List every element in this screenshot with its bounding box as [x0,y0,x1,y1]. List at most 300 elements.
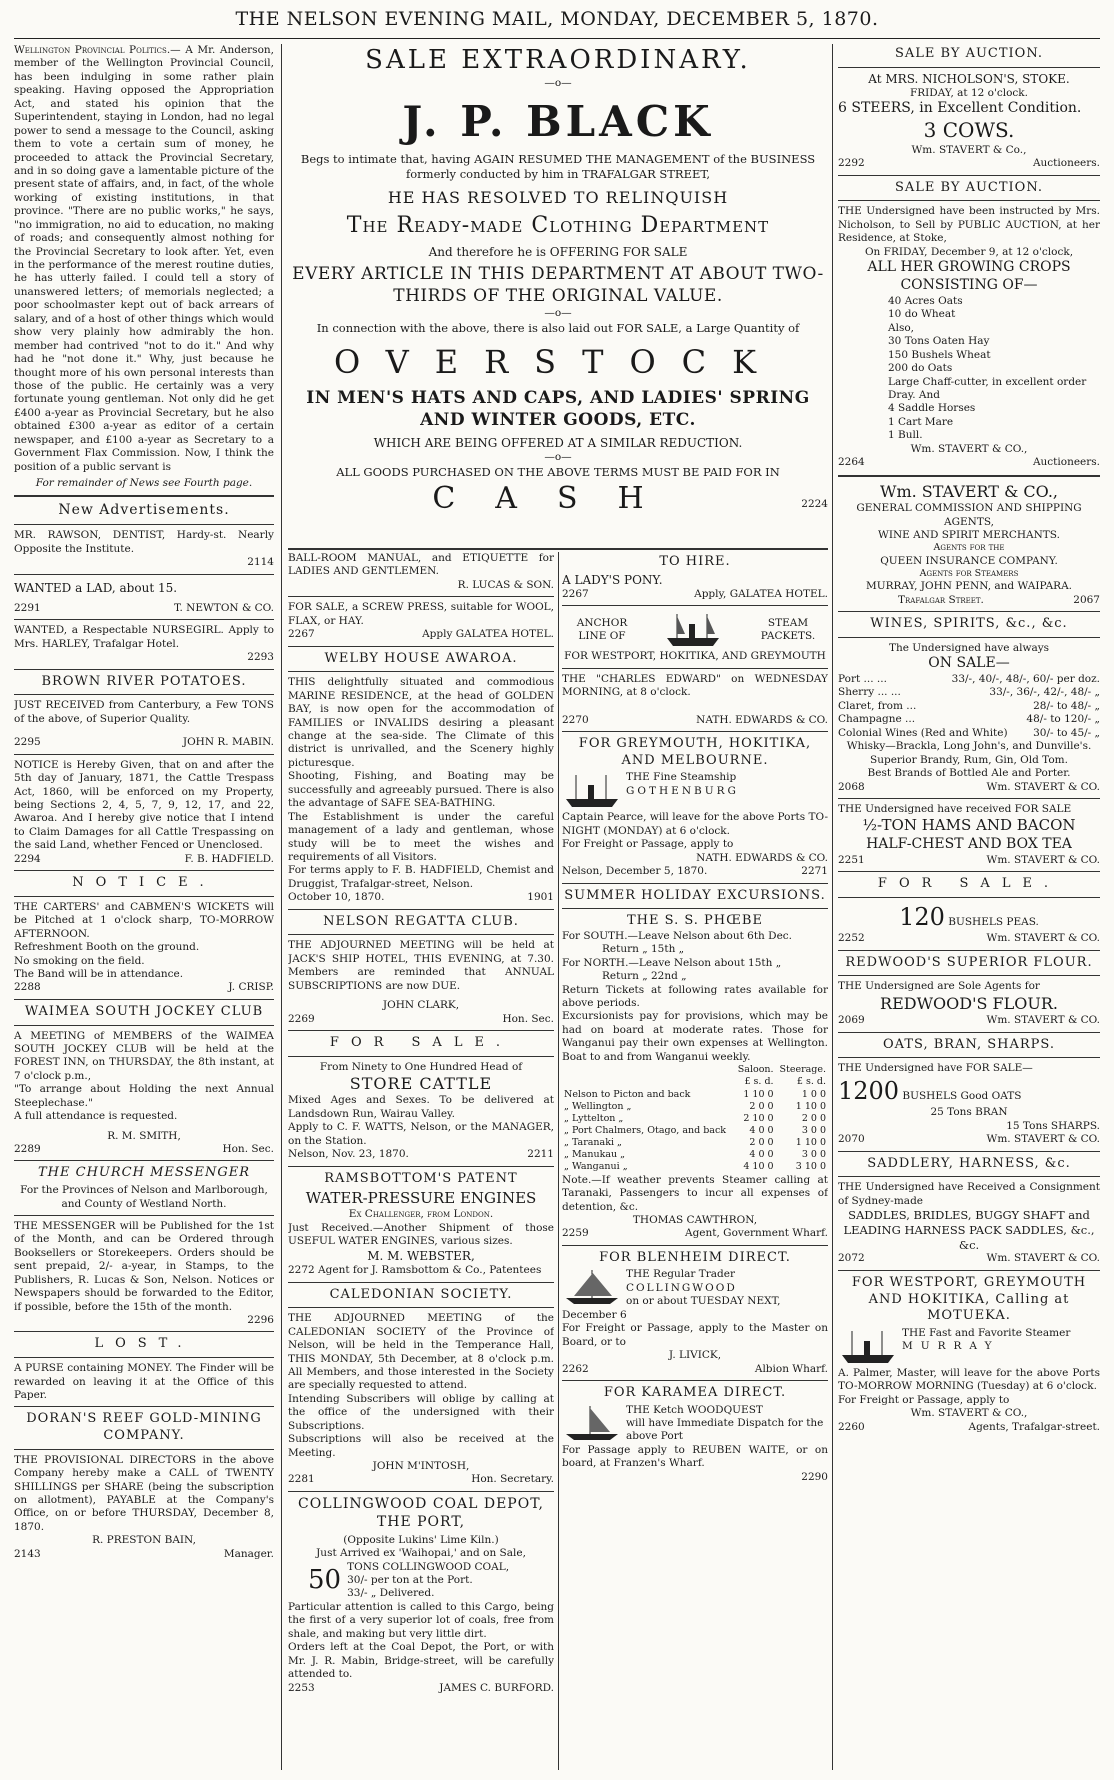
forsale-line: Apply to C. F. WATTS, Nelson, or the MANAGER, on the Station. [288,1121,554,1147]
rule [838,1270,1100,1271]
rule [288,548,828,550]
coal-quantity: 50 [308,1565,342,1596]
fare-cell: 3 0 0 [801,1125,826,1137]
wickets-body: THE CARTERS' and CABMEN'S WICKETS will be Pitched at 1 o'clock sharp, TO-MORROW AFTERNOON. [14,900,274,940]
stavert-address: Trafalgar Street. [898,593,984,606]
ad-number: 2289 [14,1143,41,1156]
signatory: JOHN CLARK, [382,999,460,1012]
rule [14,694,274,695]
column-2a [288,552,554,1772]
fare-cell: 4 10 0 [743,1161,774,1173]
ad-footer [562,714,828,727]
advertiser: J. CRISP. [228,981,274,994]
masthead: THE NELSON EVENING MAIL, MONDAY, DECEMBER 5, 1870. [235,8,879,30]
ad-footer [288,1682,554,1695]
hams-line: HALF-CHEST AND BOX TEA [866,835,1072,852]
rule [14,896,274,897]
sale-line: WHICH ARE BEING OFFERED AT A SIMILAR REDUCTION. [373,435,743,450]
caledonian-heading: CALEDONIAN SOCIETY. [329,1286,513,1302]
ad-number: 2270 [562,713,589,726]
advertiser: NATH. EDWARDS & CO. [696,713,828,726]
anchor-dest: FOR WESTPORT, HOKITIKA, AND GREYMOUTH [564,650,826,663]
signatory-role: Auctioneers. [1032,456,1100,469]
ad-number: 2252 [838,932,865,945]
auction-when: On FRIDAY, December 9, at 12 o'clock, [864,245,1074,258]
signatory: JOHN M'INTOSH, [372,1460,470,1473]
signatory: R. M. SMITH, [107,1129,181,1142]
coal-line: 30/- per ton at the Port. [347,1574,473,1587]
rule [838,67,1100,68]
karamea-heading: FOR KARAMEA DIRECT. [603,1384,787,1400]
greymouth-line: THE Fine Steamship [626,771,737,784]
wine-cell: 48/- to 120/- „ [1026,713,1100,726]
ad-footer [288,1013,554,1026]
rule [14,1331,274,1332]
rule [288,671,554,672]
fare-cell: 1 10 0 [795,1137,826,1149]
sale-line: And therefore he is OFFERING FOR SALE [428,244,688,259]
ad-number: 2068 [838,780,865,793]
rams-sub: WATER-PRESSURE ENGINES [305,1189,537,1208]
signatory-role: Manager. [223,1547,274,1560]
coal-line: 33/- „ Delivered. [347,1587,435,1600]
auction-item: 200 do Oats [888,362,953,375]
rule [562,731,828,732]
welby-body: For terms apply to F. B. HADFIELD, Chemist and Druggist, Trafalgar-street, Nelson. [288,864,554,890]
auction-item: 1 Bull. [888,429,923,442]
cash-line [288,480,828,518]
summer-line: Return „ 22nd „ [602,970,687,983]
ad-footer [14,853,274,866]
anchor-label: STEAM PACKETS. [760,616,816,643]
ad-footer [14,981,274,994]
sale-line: In connection with the above, there is also laid out FOR SALE, a Large Quantity of [316,320,800,335]
summer-body: Return Tickets at following rates available for above periods. [562,983,828,1010]
wine-cell: 33/-, 36/-, 42/-, 48/- „ [989,686,1100,699]
fare-row [562,1161,828,1173]
ad-date: Nelson, December 5, 1870. [562,865,708,878]
ad-number: 2295 [14,736,41,749]
summer-line: For SOUTH.—Leave Nelson about 6th Dec. [562,929,793,942]
potatoes-heading: BROWN RIVER POTATOES. [41,673,247,689]
wines-line: ON SALE— [928,655,1010,672]
westport-heading: FOR WESTPORT, GREYMOUTH AND HOKITIKA, Calling at MOTUEKA. [851,1274,1087,1324]
ad-footer [288,1473,554,1486]
ad-footer [14,1548,274,1561]
wines-list [838,673,1100,740]
rule [838,1032,1100,1033]
remainder-note: For remainder of News see Fourth page. [35,477,253,489]
regatta-body: THE ADJOURNED MEETING will be held at JACK'S SHIP HOTEL, THIS EVENING, at 7.30. Members are reminded that ANNUAL SUBSCRIPTIONS are now DUE. [288,939,554,992]
ad-number: 2267 [562,587,589,600]
ad-number: 2262 [562,1362,589,1375]
auction2-heading: SALE BY AUCTION. [894,179,1044,195]
rule [838,475,1100,477]
rule [838,1176,1100,1177]
new-ads-heading: New Advertisements. [58,502,230,519]
wine-cell: Port ... ... [838,673,887,686]
advertiser: Wm. STAVERT & CO. [986,932,1100,945]
auction-crops: ALL HER GROWING CROPS CONSISTING OF— [867,259,1071,294]
column-2b [562,552,828,1772]
ad-footer [838,854,1100,867]
caledonian-body: Intending Subscribers will oblige by calling at the office of the undersigned with their Subscriptions. [288,1392,554,1432]
forsale-line: STORE CATTLE [349,1074,493,1093]
rule [14,524,274,525]
rule [288,596,554,597]
ad-footer [562,1227,828,1240]
stavert-line: GENERAL COMMISSION AND SHIPPING AGENTS, [856,502,1082,528]
ad-number: 2067 [1073,593,1100,606]
waimea-body: "To arrange about Holding the next Annual Steeplechase." [14,1083,274,1109]
auction-body: THE Undersigned have been instructed by Mrs. Nicholson, to Sell by PUBLIC AUCTION, at her Residence, at Stoke, [838,205,1100,245]
fare-cell: „ Wellington „ [564,1100,632,1112]
notice-line: No smoking on the field. [14,954,145,967]
stavert-line: MURRAY, JOHN PENN, and WAIPARA. [865,580,1073,593]
dorans-heading: DORAN'S REEF GOLD-MINING COMPANY. [26,1411,262,1444]
wine-item [838,700,1100,713]
rule [14,999,274,1000]
ad-number: 2253 [288,1681,315,1694]
ad-footer [838,157,1100,170]
rule [838,1151,1100,1152]
ad-number: 1901 [527,891,554,904]
signatory: R. PRESTON BAIN, [92,1534,196,1547]
ad-footer [288,891,554,904]
wines-heading: WINES, SPIRITS, &c., &c. [870,616,1068,632]
sale-line: EVERY ARTICLE IN THIS DEPARTMENT AT ABOUT TWO-THIRDS OF THE ORIGINAL VALUE. [292,263,824,306]
advertiser: Wm. STAVERT & CO., [910,1407,1028,1420]
caledonian-body: THE ADJOURNED MEETING of the CALEDONIAN SOCIETY of the Province of Nelson, will be held in the Temperance Hall, THIS MONDAY, 5th December, at 8 o'clock p.m. All Members, and those interested in the Society are specially requested to attend. [288,1312,554,1392]
fare-row [562,1089,828,1101]
stavert-line: Agents for Steamers [919,568,1019,580]
column-rule [281,44,282,1770]
column-rule [832,44,833,1770]
coal-prices [347,1561,509,1601]
flour-body: THE Undersigned are Sole Agents for [838,980,1040,993]
sale-extraordinary-ad [288,44,828,549]
rule [14,1449,274,1450]
fare-cell: 4 0 0 [749,1149,774,1161]
sale-line: ALL GOODS PURCHASED ON THE ABOVE TERMS MUST BE PAID FOR IN [336,464,780,479]
peas-quantity: 120 [899,902,945,931]
rule [288,646,554,647]
rule [14,495,274,497]
advertiser: Wm. STAVERT & CO. [986,1014,1100,1027]
karamea-body: will have Immediate Dispatch for the above Port [626,1417,824,1443]
signatory-role: Agent, Government Wharf. [685,1227,828,1240]
cash: CASH [432,480,684,516]
blenheim-heading: FOR BLENHEIM DIRECT. [599,1249,791,1265]
fare-row [562,1137,828,1149]
greymouth-heading: FOR GREYMOUTH, HOKITIKA, AND MELBOURNE. [578,736,812,768]
oats-heading: OATS, BRAN, SHARPS. [883,1036,1055,1052]
ad-number: 2211 [527,1148,554,1161]
coal-heading: COLLINGWOOD COAL DEPOT, THE PORT, [298,1495,544,1530]
ad-footer [838,1014,1100,1027]
anchor-label: ANCHOR LINE OF [576,616,628,643]
wine-cell: Champagne ... [838,713,916,726]
ship-name: MURRAY [902,1340,1000,1353]
ad-number: 2293 [247,651,274,664]
rule [562,1380,828,1381]
peas-heading: FOR SALE. [877,875,1061,891]
sale-title: SALE EXTRAORDINARY. [365,45,751,75]
ad-number: 2288 [14,981,41,994]
wine-cell: 30/- to 45/- „ [1033,726,1100,739]
coal-offer [308,1561,554,1601]
masthead-rule [14,38,1100,39]
ad-footer [14,602,274,615]
ad-number: 2143 [14,1547,41,1560]
auction-item: 150 Bushels Wheat [888,348,991,361]
auction-item: 30 Tons Oaten Hay [888,335,990,348]
rule [288,1166,554,1167]
auction-when: FRIDAY, at 12 o'clock. [909,86,1029,99]
stavert-line: Agents for the [933,542,1005,554]
press-ad: FOR SALE, a SCREW PRESS, suitable for WOOL, FLAX, or HAY. [288,601,554,627]
oats-body: THE Undersigned have FOR SALE— [838,1062,1033,1075]
fare-cell [562,1064,734,1076]
ad-number: 2269 [288,1012,315,1025]
fares-units [562,1076,828,1088]
saddlery-heading: SADDLERY, HARNESS, &c. [867,1155,1071,1171]
welby-body: The Establishment is under the careful management of a lady and gentleman, whose study will be to meet the wishes and requirements of all Visitors. [288,810,554,863]
ad-footer [838,781,1100,794]
ad-footer [288,1148,554,1161]
signatory-role: Albion Wharf. [754,1362,828,1375]
rule [838,798,1100,799]
rams-body: Just Received.—Another Shipment of those USEFUL WATER ENGINES, various sizes. [288,1221,554,1248]
separator: —o— [544,77,572,90]
rams-heading: RAMSBOTTOM'S PATENT [324,1170,518,1186]
sailing-ship-icon [562,1268,622,1308]
wine-cell: Claret, from ... [838,699,917,712]
stavert-line: WINE AND SPIRIT MERCHANTS. [878,529,1060,542]
ad-number: 2224 [801,498,828,511]
advertiser: Wm. STAVERT & CO. [986,1133,1100,1146]
rule [562,1245,828,1246]
ad-number: 2072 [838,1252,865,1265]
blenheim-line: on or about TUESDAY NEXT, December 6 [562,1295,781,1321]
steamship-icon [663,610,723,650]
rule [838,1057,1100,1058]
wines-line: The Undersigned have always [888,641,1050,654]
ad-footer [838,932,1100,945]
ad-number: 2271 [801,865,828,878]
auction-line: 6 STEERS, in Excellent Condition. [838,100,1082,117]
summer-line: Return „ 15th „ [602,943,685,956]
fares-header [562,1064,828,1076]
wine-cell: 28/- to 48/- „ [1033,699,1100,712]
coal-body: Particular attention is called to this Cargo, being the first of a very superior lot of coals, free from shale, and making but very little dirt. [288,1600,554,1640]
hams-line: ½-TON HAMS AND BACON [862,816,1076,835]
fare-cell: 2 0 0 [749,1100,774,1112]
ship-name: GOTHENBURG [626,784,739,797]
westport-body: A. Palmer, Master, will leave for the above Ports TO-MORROW MORNING (Tuesday) at 6 o'clock. [838,1366,1100,1393]
signatory: THOMAS CAWTHRON, [632,1213,758,1226]
flour-heading: REDWOOD'S SUPERIOR FLOUR. [845,954,1093,970]
ad-footer [838,456,1100,469]
rule [14,1160,274,1161]
caledonian-body: Subscriptions will also be received at the Meeting. [288,1433,554,1459]
fare-cell: 3 10 0 [795,1161,826,1173]
sailing-ship-icon [562,1404,622,1444]
fare-cell: 4 0 0 [749,1125,774,1137]
oats-line: BUSHELS Good OATS [902,1089,1022,1102]
signatory-role: Auctioneers. [1032,157,1100,170]
notice-line: Refreshment Booth on the ground. [14,941,200,954]
waimea-body: A full attendance is requested. [14,1110,178,1123]
fare-cell: £ s. d. [796,1076,826,1088]
fare-cell: Saloon. [737,1064,774,1076]
rule [14,669,274,670]
fare-cell: „ Port Chalmers, Otago, and back [564,1125,727,1137]
rule [14,754,274,755]
fare-cell: „ Lyttelton „ [564,1112,624,1124]
advertiser: Apply GALATEA HOTEL. [422,628,554,641]
blenheim-line: THE Regular Trader [626,1268,735,1281]
ad-number: 2290 [801,1470,828,1483]
fare-cell: £ s. d. [744,1076,774,1088]
rule [14,1406,274,1407]
rule [838,611,1100,612]
lad-ad: WANTED a LAD, about 15. [14,580,178,595]
sale-line: IN MEN'S HATS AND CAPS, AND LADIES' SPRING AND WINTER GOODS, ETC. [306,388,810,431]
sale-line: Begs to intimate that, having AGAIN RESUMED THE MANAGEMENT of the BUSINESS formerly conducted by him in TRAFALGAR STREET, [300,152,816,182]
notice-heading: NOTICE. [72,875,216,891]
wine-item [838,713,1100,726]
ad-footer [562,865,828,878]
ad-number: 2070 [838,1133,865,1146]
signatory: J. LIVICK, [668,1349,722,1362]
fare-cell: Nelson to Picton and back [564,1088,691,1100]
ad-date: Nelson, Nov. 23, 1870. [288,1148,409,1161]
summer-note: Note.—If weather prevents Steamer calling at Taranaki, Passengers to incur all expenses of detention, &c. [562,1173,828,1213]
signatory-role: Agents, Trafalgar-street. [968,1420,1100,1433]
rawson-ad: MR. RAWSON, DENTIST, Hardy-st. Nearly Opposite the Institute. [14,529,274,555]
fare-row [562,1113,828,1125]
rule [14,1357,274,1358]
ad-footer [838,1133,1100,1146]
advertiser: F. B. HADFIELD. [184,852,274,865]
auction-item: 4 Saddle Horses [888,402,976,415]
sale-line: HE HAS RESOLVED TO RELINQUISH [387,187,729,207]
rule [14,1025,274,1026]
auction-item: Also, [888,321,914,334]
advertiser: R. LUCAS & SON. [457,578,554,591]
rule [838,637,1100,638]
rule [562,908,828,909]
ad-number: 2260 [838,1420,865,1433]
advertiser: T. NEWTON & CO. [174,602,274,615]
greymouth-body: For Freight or Passage, apply to [562,838,734,851]
rule [838,871,1100,872]
ad-footer [14,1143,274,1156]
auction1-heading: SALE BY AUCTION. [894,46,1044,61]
advertiser: Wm. STAVERT & CO., [910,442,1028,455]
separator: —o— [544,307,572,320]
coal-line: TONS COLLINGWOOD COAL, [347,1560,510,1573]
saddlery-body: THE Undersigned have Received a Consignment of Sydney-made [838,1181,1100,1207]
ad-footer [838,594,1100,607]
welby-body: THIS delightfully situated and commodious MARINE RESIDENCE, at the head of GOLDEN BAY, is now open for the accommodation of FAMILIES or INVALIDS desiring a pleasant change at the sea-side. The Climate of this district is unrivalled, and the Scenery highly picturesque. [288,676,554,769]
ad-footer [562,1363,828,1376]
westport-line: THE Fast and Favorite Steamer [902,1326,1071,1339]
fare-cell: „ Manukau „ [564,1149,626,1161]
rule [14,619,274,620]
auction-item: Large Chaff-cutter, in excellent order [888,375,1087,388]
ad-number: 2281 [288,1473,315,1486]
politics-article [14,44,274,474]
ad-number: 2264 [838,456,865,469]
signatory-role: Hon. Sec. [502,1012,554,1025]
fare-cell [562,1076,734,1088]
westport-body: For Freight or Passage, apply to [838,1393,1010,1406]
column-rule [558,552,559,1770]
rule [562,605,828,606]
ad-number: 2296 [247,1314,274,1327]
church-heading: THE CHURCH MESSENGER [38,1165,250,1181]
advertiser: Wm. STAVERT & CO. [986,780,1100,793]
rule [14,1215,274,1216]
advertiser: Wm. STAVERT & CO. [986,853,1100,866]
fare-row [562,1149,828,1161]
ad-number: 2114 [247,556,274,569]
fare-cell: 1 10 0 [743,1088,774,1100]
auction-where: At MRS. NICHOLSON'S, STOKE. [868,71,1070,86]
summer-heading: SUMMER HOLIDAY EXCURSIONS. [564,887,826,903]
sale-line: The Ready-made Clothing Department [346,213,770,239]
ad-number: 2291 [14,602,41,615]
steamship-icon [838,1327,898,1367]
coal-body: Orders left at the Coal Depot, the Port, or with Mr. J. R. Mabin, Bridge-street, will be carefully attended to. [288,1641,554,1681]
rule [288,1282,554,1283]
hire-body: A LADY'S PONY. [562,572,663,587]
ad-number: 2251 [838,853,865,866]
karamea-body: For Passage apply to REUBEN WAITE, or on board, at Franzen's Wharf. [562,1443,828,1470]
dorans-body: THE PROVISIONAL DIRECTORS in the above Company hereby make a CALL of TWENTY SHILLINGS per SHARE (being the subscription on allotment), PAYABLE at the Company's Office, on or before THURSDAY, December 8, 1870. [14,1453,274,1533]
fares-table [562,1064,828,1173]
fare-cell: 1 0 0 [801,1088,826,1100]
fare-cell: „ Wanganui „ [564,1161,628,1173]
auction-item: 40 Acres Oats [888,294,963,307]
greymouth-body: Captain Pearce, will leave for the above Ports TO-NIGHT (MONDAY) at 6 o'clock. [562,811,828,837]
nurse-ad: WANTED, a Respectable NURSEGIRL. Apply to Mrs. HARLEY, Trafalgar Hotel. [14,624,274,650]
column-1 [14,44,274,1772]
wines-line: Whisky—Brackla, Long John's, and Dunville's. [846,740,1092,753]
fare-cell: 1 10 0 [795,1100,826,1112]
hire-heading: TO HIRE. [659,554,731,569]
blenheim-body: For Freight or Passage, apply to the Master on Board, or to [562,1322,828,1348]
rule [838,897,1100,898]
rule [288,1307,554,1308]
coal-line: Just Arrived ex 'Waihopai,' and on Sale, [316,1547,526,1560]
fare-cell: „ Taranaki „ [564,1137,622,1149]
signatory-role: Hon. Sec. [222,1143,274,1156]
rule [14,870,274,871]
ad-footer [14,736,274,749]
ad-date: October 10, 1870. [288,891,385,904]
oats-quantity: 1200 [838,1076,900,1105]
church-sub: For the Provinces of Nelson and Marlborough, and County of Westland North. [20,1184,268,1210]
ship-name: COLLINGWOOD [626,1281,737,1294]
fare-row [562,1101,828,1113]
welby-heading: WELBY HOUSE AWAROA. [324,650,518,666]
column-4 [838,44,1100,1772]
auction-item: Dray. And [888,389,940,402]
rams-agent: 2272 Agent for J. Ramsbottom & Co., Patentees [288,1264,542,1277]
